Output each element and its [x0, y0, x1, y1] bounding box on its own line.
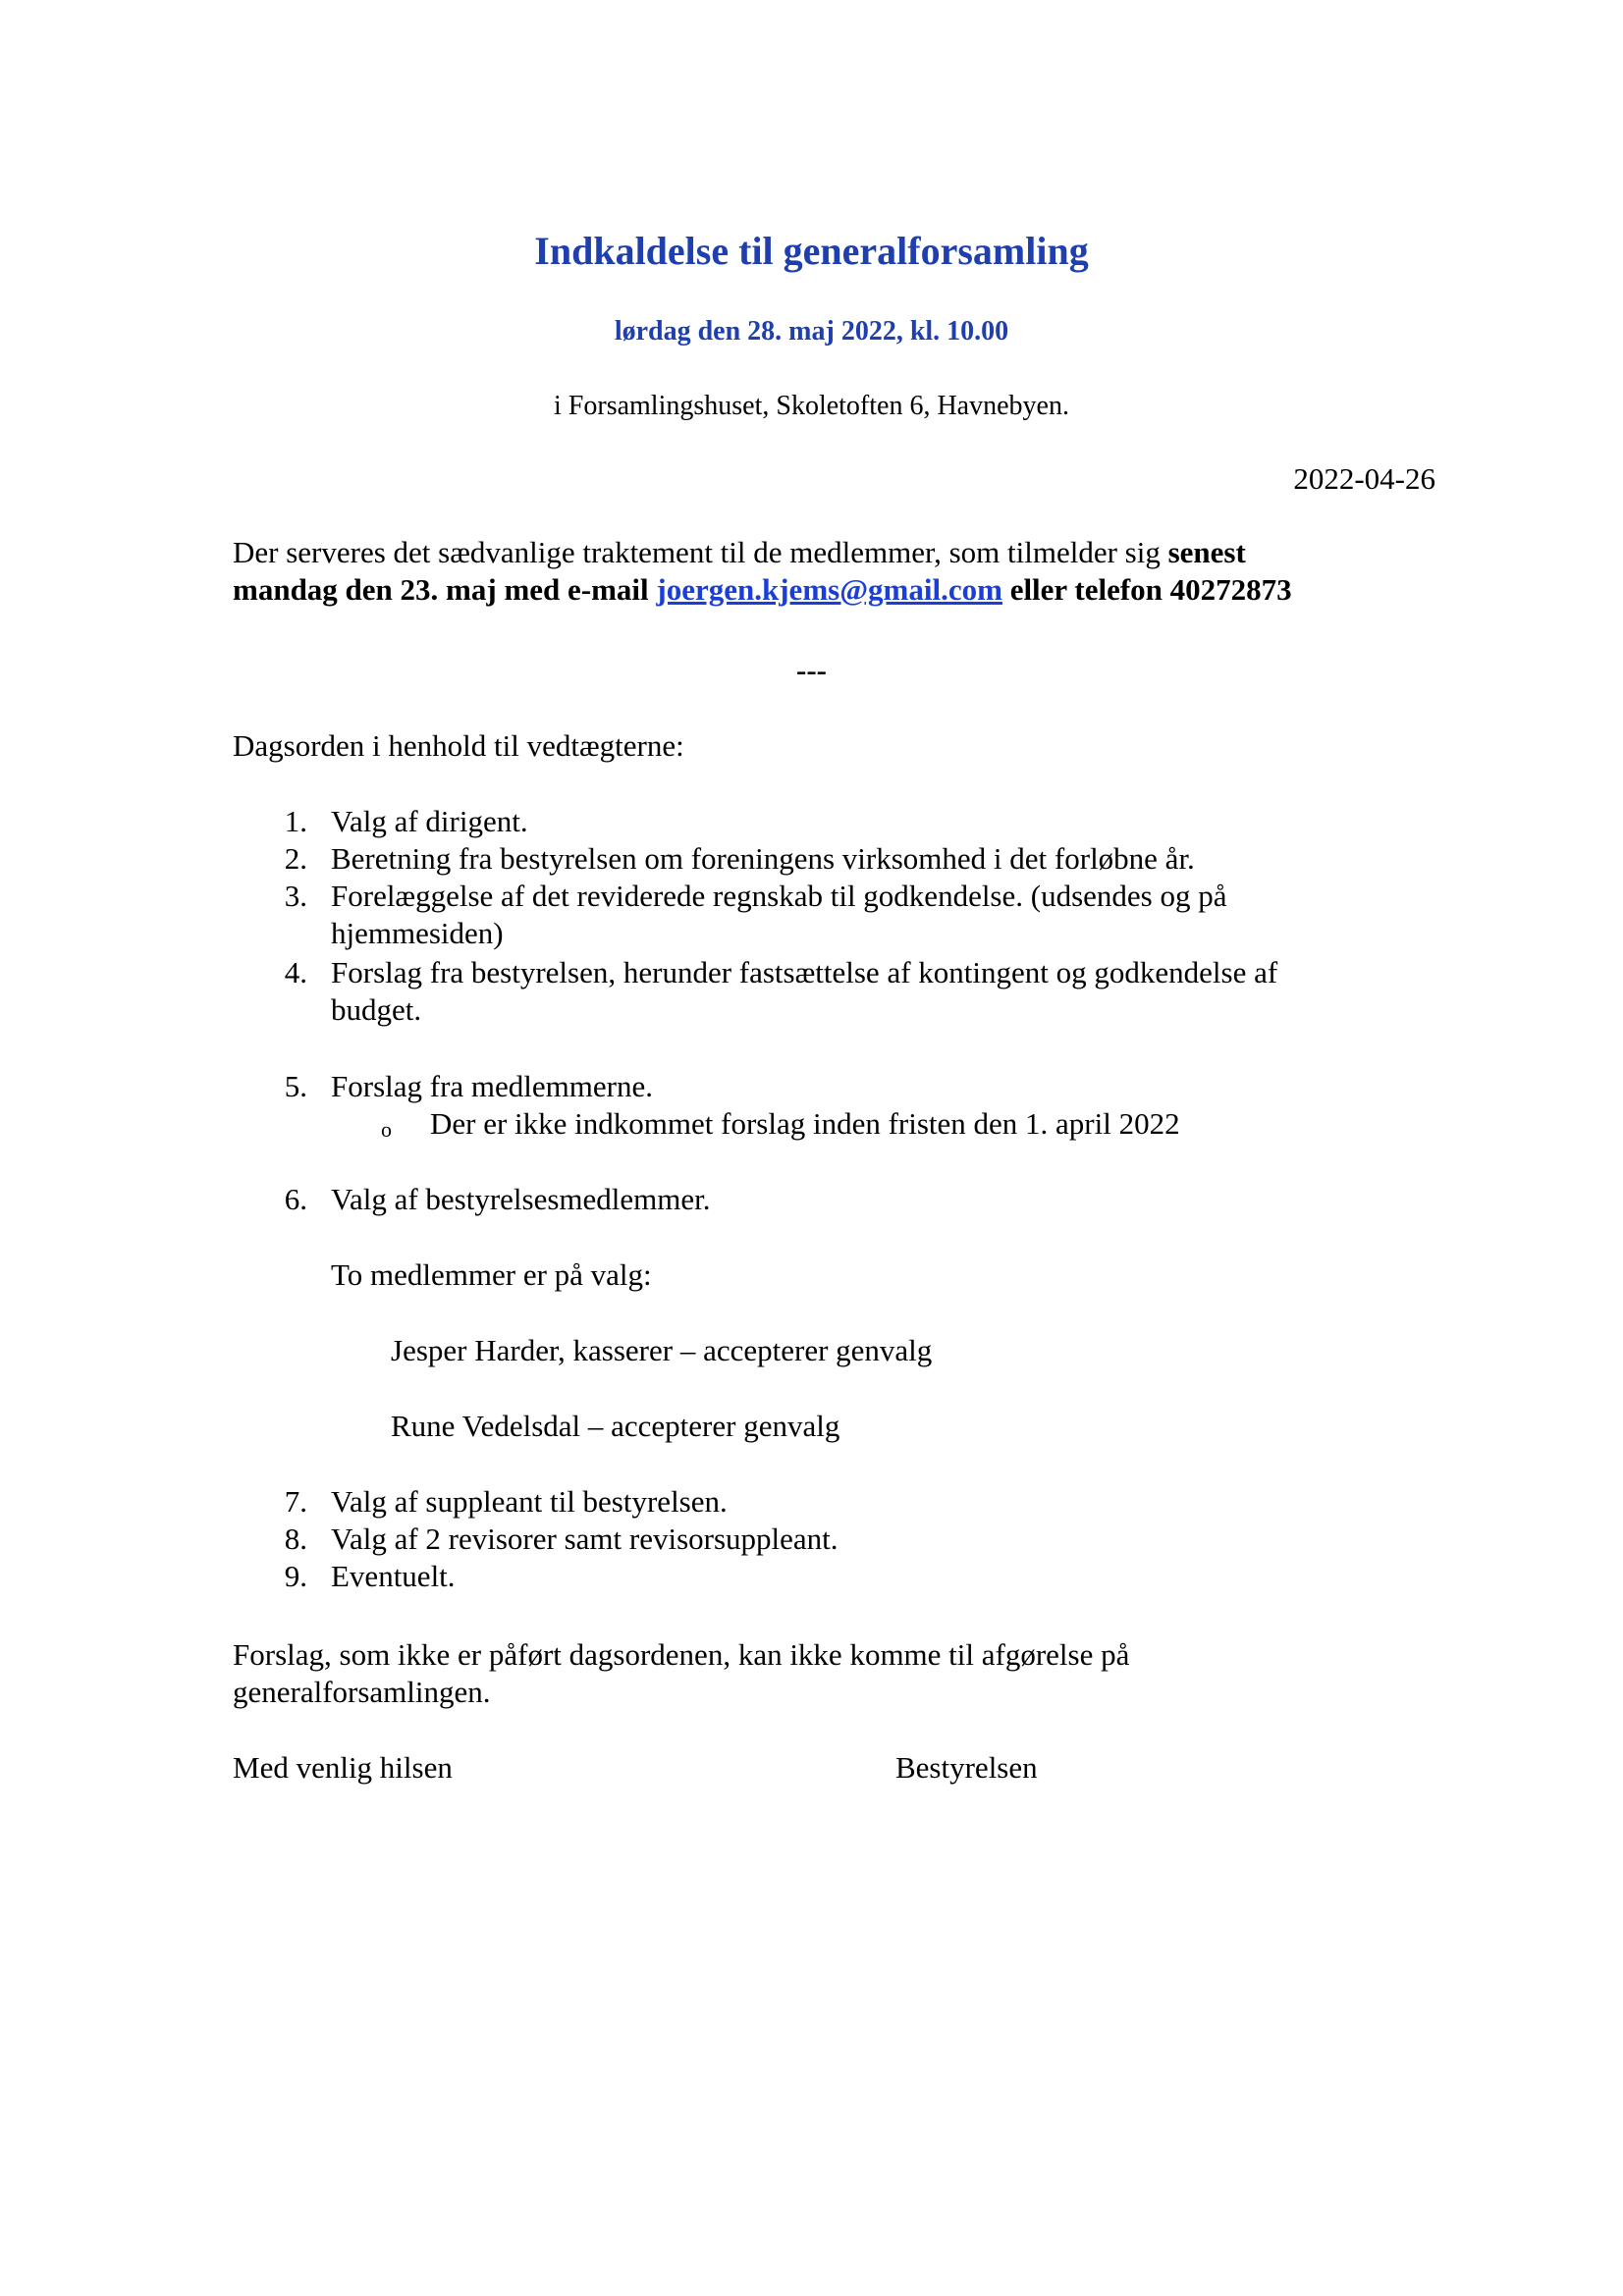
agenda-item-number: 4.: [284, 955, 307, 989]
intro-deadline-bold: senest: [1167, 535, 1246, 569]
closing-paragraph: [233, 1636, 1129, 1711]
greeting: Med venlig hilsen: [233, 1750, 453, 1785]
candidate-entry: Rune Vedelsdal – accepterer genvalg: [391, 1409, 840, 1443]
closing-line: generalforsamlingen.: [233, 1675, 491, 1709]
agenda-item-text-continued: budget.: [331, 992, 422, 1027]
agenda-item-number: 1.: [284, 804, 307, 838]
agenda-item-number: 5.: [284, 1069, 307, 1103]
agenda-item-number: 8.: [284, 1522, 307, 1556]
closing-line: Forslag, som ikke er påført dagsordenen, kan ikke komme til afgørelse på: [233, 1637, 1130, 1672]
agenda-item-number: 9.: [284, 1559, 307, 1593]
agenda-item-number: 7.: [284, 1484, 307, 1519]
bullet-icon: o: [381, 1117, 392, 1142]
intro-paragraph: [233, 534, 1292, 609]
document-date: 2022-04-26: [1293, 461, 1435, 496]
agenda-item-text: Beretning fra bestyrelsen om foreningens virksomhed i det forløbne år.: [331, 841, 1195, 876]
agenda-item-text-continued: hjemmesiden): [331, 916, 504, 950]
agenda-item-number: 6.: [284, 1182, 307, 1216]
meeting-datetime: lørdag den 28. maj 2022, kl. 10.00: [614, 316, 1009, 347]
agenda-item-number: 3.: [284, 879, 307, 913]
agenda-item-text: Forslag fra bestyrelsen, herunder fastsættelse af kontingent og godkendelse af: [331, 955, 1278, 989]
intro-line-1: [233, 534, 1292, 571]
email-link[interactable]: joergen.kjems@gmail.com: [656, 572, 1002, 607]
agenda-item-text: Valg af suppleant til bestyrelsen.: [331, 1484, 728, 1519]
agenda-subitem-text: Der er ikke indkommet forslag inden fristen den 1. april 2022: [430, 1106, 1180, 1141]
election-note: To medlemmer er på valg:: [331, 1257, 652, 1292]
signature: Bestyrelsen: [895, 1750, 1038, 1785]
agenda-item-text: Valg af bestyrelsesmedlemmer.: [331, 1182, 711, 1216]
agenda-item-text: Forelæggelse af det reviderede regnskab til godkendelse. (udsendes og på: [331, 879, 1227, 913]
intro-phone: eller telefon 40272873: [1001, 572, 1292, 607]
meeting-location: i Forsamlingshuset, Skoletoften 6, Havnebyen.: [554, 391, 1069, 421]
agenda-item-text: Valg af dirigent.: [331, 804, 528, 838]
agenda-item-text: Valg af 2 revisorer samt revisorsuppleant.: [331, 1522, 839, 1556]
intro-line-2: [233, 571, 1292, 609]
agenda-item-text: Forslag fra medlemmerne.: [331, 1069, 653, 1103]
agenda-item-number: 2.: [284, 841, 307, 876]
page-title: Indkaldelse til generalforsamling: [534, 229, 1089, 273]
candidate-entry: Jesper Harder, kasserer – accepterer genvalg: [391, 1333, 933, 1367]
separator: ---: [796, 653, 827, 687]
intro-text: Der serveres det sædvanlige traktement til de medlemmer, som tilmelder sig: [233, 535, 1168, 569]
intro-deadline-date: mandag den 23. maj med e-mail: [233, 572, 657, 607]
agenda-item-text: Eventuelt.: [331, 1559, 456, 1593]
agenda-heading: Dagsorden i henhold til vedtægterne:: [233, 728, 684, 763]
